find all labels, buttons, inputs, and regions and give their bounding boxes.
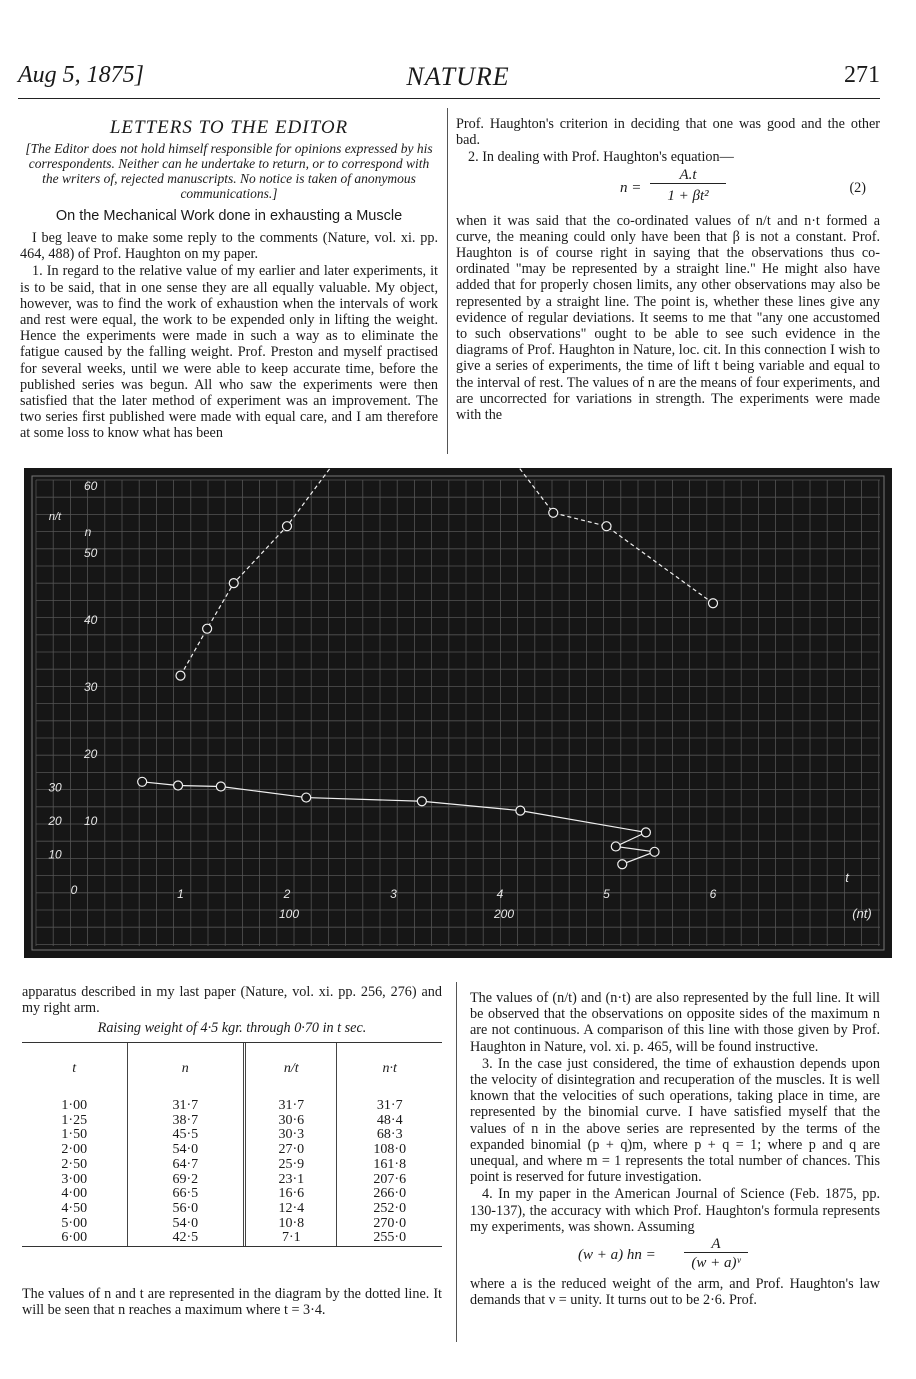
paragraph-intro: I beg leave to make some reply to the comments (Nature, vol. xi. pp. 464, 488) of Prof. Haughton on my paper. bbox=[20, 230, 438, 263]
x-tick-label: 3 bbox=[390, 887, 397, 901]
eq2-numerator: A.t bbox=[650, 167, 726, 184]
table-cell: 1·00 bbox=[61, 1098, 88, 1113]
data-table bbox=[22, 1042, 442, 1247]
data-point-full bbox=[650, 847, 659, 856]
right-column-top bbox=[456, 116, 880, 424]
y-tick-label-n-over-t: 10 bbox=[48, 847, 62, 862]
table-row bbox=[22, 1095, 442, 1114]
header-t: t bbox=[72, 1060, 77, 1076]
table-cell: 45·5 bbox=[127, 1128, 245, 1143]
paragraph-4: 4. In my paper in the American Journal of Science (Feb. 1875, pp. 130-137), the accuracy with which Prof. Haughton's formula represents my experiments, was shown. Assuming bbox=[470, 1186, 880, 1235]
column-divider-bottom bbox=[456, 982, 457, 1342]
y-tick-label-n: 30 bbox=[84, 680, 98, 694]
eq2-tag: (2) bbox=[849, 179, 866, 196]
table-cell: 31·7 bbox=[245, 1095, 337, 1114]
eq2-denominator: 1 + βt² bbox=[667, 187, 709, 204]
left-column-bottom bbox=[22, 984, 442, 1017]
data-point-dotted bbox=[176, 671, 185, 680]
right-column-bottom bbox=[470, 990, 880, 1309]
data-point-full bbox=[417, 797, 426, 806]
paragraph-apparatus: apparatus described in my last paper (Nature, vol. xi. pp. 256, 276) and my right arm. bbox=[22, 984, 442, 1017]
table-row bbox=[22, 1114, 442, 1129]
paragraph-criterion: Prof. Haughton's criterion in deciding that one was good and the other bad. bbox=[456, 116, 880, 149]
data-point-full bbox=[611, 842, 620, 851]
table-body bbox=[22, 1095, 442, 1246]
table-caption: Raising weight of 4·5 kgr. through 0·70 in t sec. bbox=[97, 1020, 367, 1036]
eq3-denominator: (w + a)ᵛ bbox=[691, 1255, 741, 1272]
x-tick-label: 6 bbox=[709, 887, 717, 901]
table-row bbox=[22, 1173, 442, 1188]
table-cell: 48·4 bbox=[337, 1114, 442, 1129]
data-point-full bbox=[516, 806, 525, 815]
header-n: n bbox=[127, 1043, 245, 1095]
equation-2 bbox=[456, 167, 880, 213]
article-title: On the Mechanical Work done in exhausting a Muscle bbox=[55, 208, 403, 224]
table-cell: 31·7 bbox=[127, 1095, 245, 1114]
paragraph-full-line: The values of (n/t) and (n·t) are also represented by the full line. It will be observed that the observations on opposite sides of the maximum n are not continuous. A comparison of this line with those given by Prof. Haughton in Nature, vol. xi. p. 465, will be found instructive. bbox=[470, 990, 880, 1055]
table-row bbox=[22, 1128, 442, 1143]
data-table-grid bbox=[22, 1043, 442, 1246]
y-tick-label-n: 20 bbox=[84, 747, 98, 761]
header-n-over-t: n/t bbox=[245, 1043, 337, 1095]
table-row bbox=[22, 1217, 442, 1232]
table-cell: 5·00 bbox=[61, 1215, 88, 1231]
table-cell: 7·1 bbox=[245, 1231, 337, 1246]
data-point-dotted bbox=[229, 579, 238, 588]
table-cell: 64·7 bbox=[127, 1158, 245, 1173]
y-tick-label-n-over-t: 20 bbox=[48, 814, 62, 828]
header-nt: n·t bbox=[337, 1043, 442, 1095]
table-row bbox=[22, 1158, 442, 1173]
y-tick-label-n: 60 bbox=[84, 479, 98, 493]
table-cell: 161·8 bbox=[337, 1158, 442, 1173]
table-header-row bbox=[22, 1043, 442, 1095]
diagram-n-vs-t bbox=[24, 468, 892, 958]
table-cell: 207·6 bbox=[337, 1173, 442, 1188]
paragraph-2-cont: when it was said that the co-ordinated values of n/t and n·t formed a curve, the meaning could only have been that β is not a constant. Prof. Haughton is of course right in saying that the observations thus co-ordinated "may be represented by a straight line." He might also have added that for properly chosen limits, any other observations may also be represented by a straight line. The point is, whether these lines give any evidence of regular deviations. It seems to me that "any one accustomed to such observations" ought to be able to see such evidence in the diagrams of Prof. Haughton in Nature, loc. cit. In this connection I wish to give a series of experiments, the time of lift t being variable and equal to the interval of rest. The values of n are the means of four experiments, and are uncorrected for variations in strength. The experiments were made with the bbox=[456, 212, 880, 424]
y-tick-label-n: 50 bbox=[84, 546, 98, 560]
table-cell: 42·5 bbox=[127, 1231, 245, 1246]
eq2-lhs: n = bbox=[620, 179, 642, 196]
table-row bbox=[22, 1187, 442, 1202]
data-point-dotted bbox=[549, 508, 558, 517]
table-cell: 54·0 bbox=[127, 1143, 245, 1158]
eq3-lhs: (w + a) hn = bbox=[578, 1247, 656, 1264]
column-divider-top bbox=[447, 108, 448, 454]
table-cell: 3·00 bbox=[61, 1171, 88, 1187]
table-cell: 1·25 bbox=[61, 1112, 88, 1128]
data-point-full bbox=[302, 793, 311, 802]
page-number: 271 bbox=[844, 62, 880, 88]
data-point-full bbox=[618, 860, 627, 869]
table-cell: 2·50 bbox=[61, 1156, 88, 1172]
paragraph-3: 3. In the case just considered, the time of exhaustion depends upon the velocity of disintegration and recuperation of the muscles. It is well known that the velocities of such operations, taking place in time, are represented by the binomial curve. I have satisfied myself that the values of n in the above series are represented by the terms of the expanded binomial (p + q)m, where p + q = 1; where p and q are unequal, and where m = 1 represents the total number of chances. This point is reserved for future investigation. bbox=[470, 1055, 880, 1186]
y-tick-label-n: 10 bbox=[84, 814, 98, 828]
x-tick-label-nt: 100 bbox=[278, 907, 300, 921]
table-cell: 2·00 bbox=[61, 1142, 88, 1158]
paragraph-dotted-line bbox=[22, 1286, 442, 1319]
y-tick-label-n-over-t: 30 bbox=[48, 780, 62, 795]
paragraph-2: 2. In dealing with Prof. Haughton's equation— bbox=[468, 149, 734, 166]
x-axis-label-t: t bbox=[845, 870, 849, 885]
table-cell: 266·0 bbox=[337, 1187, 442, 1202]
equation-assuming bbox=[470, 1236, 880, 1276]
table-cell: 252·0 bbox=[337, 1202, 442, 1217]
header-rule bbox=[18, 98, 880, 99]
diagram-background bbox=[24, 468, 892, 958]
data-point-dotted bbox=[203, 624, 212, 633]
table-cell: 23·1 bbox=[245, 1173, 337, 1188]
table-cell: 270·0 bbox=[337, 1217, 442, 1232]
page-date: Aug 5, 1875] bbox=[18, 62, 144, 88]
x-tick-label-nt: 200 bbox=[493, 907, 515, 921]
table-cell: 16·6 bbox=[245, 1187, 337, 1202]
table-cell: 25·9 bbox=[245, 1158, 337, 1173]
table-cell: 30·3 bbox=[245, 1128, 337, 1143]
table-cell: 27·0 bbox=[245, 1143, 337, 1158]
table-row bbox=[22, 1143, 442, 1158]
table-cell: 4·00 bbox=[61, 1186, 88, 1202]
x-tick-label: 1 bbox=[177, 887, 184, 901]
paragraph-reduced-weight: where a is the reduced weight of the arm, and Prof. Haughton's law demands that ν = unity. It turns out to be 2·6. Prof. bbox=[470, 1276, 880, 1309]
data-point-full bbox=[641, 828, 650, 837]
x-tick-label: 2 bbox=[283, 887, 291, 901]
y-axis-label-n: n bbox=[84, 525, 92, 539]
x-axis-label-nt: (nt) bbox=[852, 906, 872, 921]
data-point-full bbox=[138, 777, 147, 786]
data-point-dotted bbox=[602, 522, 611, 531]
table-cell: 30·6 bbox=[245, 1114, 337, 1129]
table-cell: 54·0 bbox=[127, 1217, 245, 1232]
journal-title: NATURE bbox=[406, 62, 510, 91]
origin-label: 0 bbox=[70, 883, 78, 897]
table-cell: 69·2 bbox=[127, 1173, 245, 1188]
editor-disclaimer: [The Editor does not hold himself responsible for opinions expressed by his correspondents. Neither can he undertake to return, or to correspond with the writers of, rejected manuscripts. No notice is taken of anonymous communications.] bbox=[25, 141, 433, 201]
left-column-top bbox=[20, 230, 438, 443]
section-title: LETTERS TO THE EDITOR bbox=[109, 117, 349, 138]
data-point-dotted bbox=[283, 522, 292, 531]
table-cell: 38·7 bbox=[127, 1114, 245, 1129]
data-point-dotted bbox=[709, 599, 718, 608]
table-cell: 255·0 bbox=[337, 1231, 442, 1246]
data-point-full bbox=[216, 782, 225, 791]
table-cell: 1·50 bbox=[61, 1127, 88, 1143]
paragraph-1: 1. In regard to the relative value of my earlier and later experiments, it is to be said, that in one sense they are all equally valuable. My object, however, was to find the work of exhaustion when the intervals of work and rest were equal, the work to be expended only in lifting the weight. Hence the experiments were made in such a way as to eliminate the fatigue caused by the falling weight. Prof. Preston and myself practised for several weeks, until we were able to keep accurate time, before the published series was begun. All who saw the experiments were then satisfied that the later method of experiment was an improvement. The two series first published were made with equal care, and I am therefore at some loss to know what has been bbox=[20, 263, 438, 442]
table-cell: 66·5 bbox=[127, 1187, 245, 1202]
table-row bbox=[22, 1202, 442, 1217]
y-tick-label-n: 40 bbox=[84, 613, 98, 627]
y-axis-label-n-over-t: n/t bbox=[48, 511, 62, 523]
table-cell: 31·7 bbox=[337, 1095, 442, 1114]
table-cell: 68·3 bbox=[337, 1128, 442, 1143]
table-cell: 4·50 bbox=[61, 1200, 88, 1216]
table-cell: 56·0 bbox=[127, 1202, 245, 1217]
paragraph-maximum: The values of n and t are represented in the diagram by the dotted line. It will be seen that n reaches a maximum where t = 3·4. bbox=[22, 1286, 442, 1319]
data-point-full bbox=[174, 781, 183, 790]
eq3-numerator: A bbox=[684, 1236, 748, 1253]
table-cell: 6·00 bbox=[61, 1230, 88, 1246]
x-tick-label: 4 bbox=[496, 887, 504, 901]
table-cell: 108·0 bbox=[337, 1143, 442, 1158]
table-row bbox=[22, 1231, 442, 1246]
table-cell: 12·4 bbox=[245, 1202, 337, 1217]
table-cell: 10·8 bbox=[245, 1217, 337, 1232]
x-tick-label: 5 bbox=[603, 887, 610, 901]
